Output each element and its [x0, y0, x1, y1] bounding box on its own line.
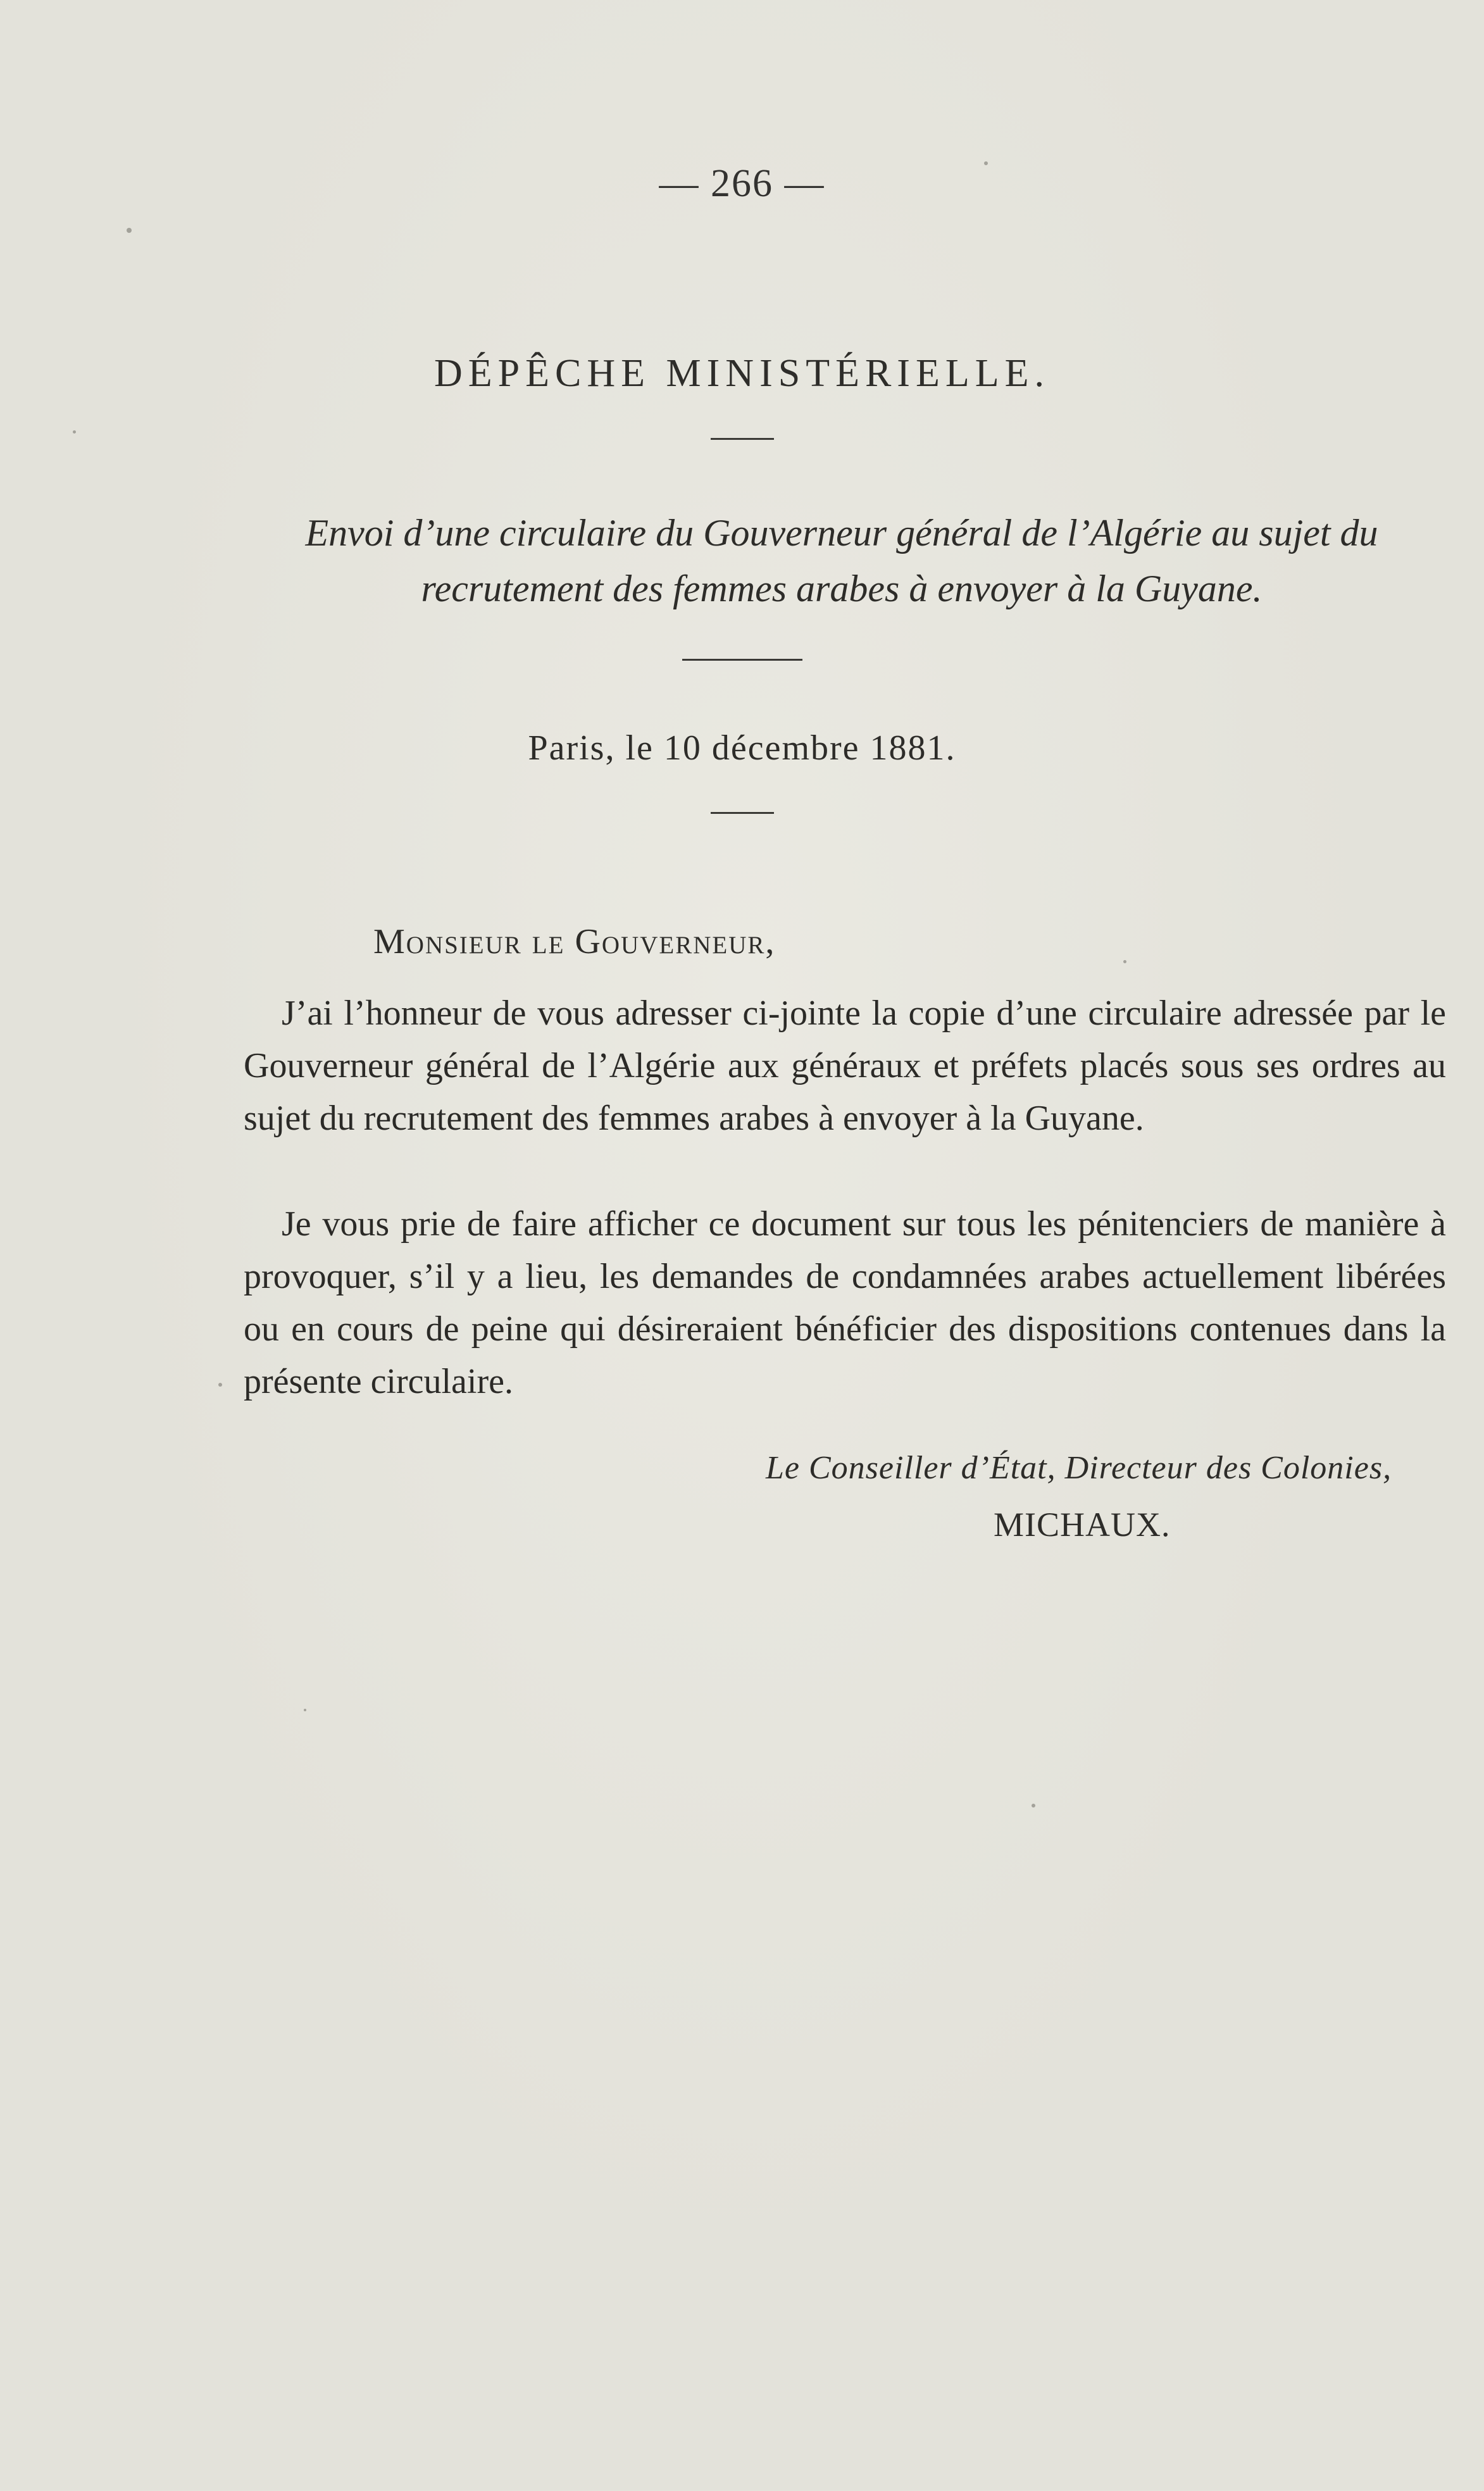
signature-title: Le Conseiller d’État, Directeur des Colonies, — [766, 1450, 1392, 1486]
dateline: Paris, le 10 décembre 1881. — [528, 728, 956, 768]
paper-speck — [1032, 1804, 1035, 1807]
separator-rule — [711, 438, 774, 440]
document-subtitle: Envoi d’une circulaire du Gouverneur général de l’Algérie au sujet du recrutement des femmes arabes à envoyer à la Guyane. — [305, 512, 1378, 609]
page-number: — 266 — — [659, 162, 825, 205]
paper-speck — [304, 1709, 306, 1711]
paper-speck — [127, 228, 132, 233]
paper-speck — [984, 161, 988, 165]
signature-name: MICHAUX. — [994, 1506, 1171, 1544]
separator-rule — [711, 812, 774, 814]
salutation: Monsieur le Gouverneur, — [373, 922, 776, 961]
paper-speck — [1123, 960, 1126, 963]
body-paragraph: Je vous prie de faire afficher ce document sur tous les pénitenciers de manière à provoquer, s’il y a lieu, les demandes de condamnées arabes actuellement libérées ou en cours de peine qui désireraient bénéficier des dispositions contenues dans la présente circulaire. — [244, 1204, 1446, 1401]
body-paragraph: J’ai l’honneur de vous adresser ci-jointe la copie d’une circulaire adressée par le Gouverneur général de l’Algérie aux généraux et préfets placés sous ses ordres au sujet du recrutement des femmes arabes à envoyer à la Guyane. — [244, 994, 1446, 1138]
document-heading: DÉPÊCHE MINISTÉRIELLE. — [434, 352, 1050, 395]
paper-speck — [218, 1383, 222, 1387]
separator-rule — [682, 659, 802, 661]
paper-speck — [73, 430, 76, 434]
